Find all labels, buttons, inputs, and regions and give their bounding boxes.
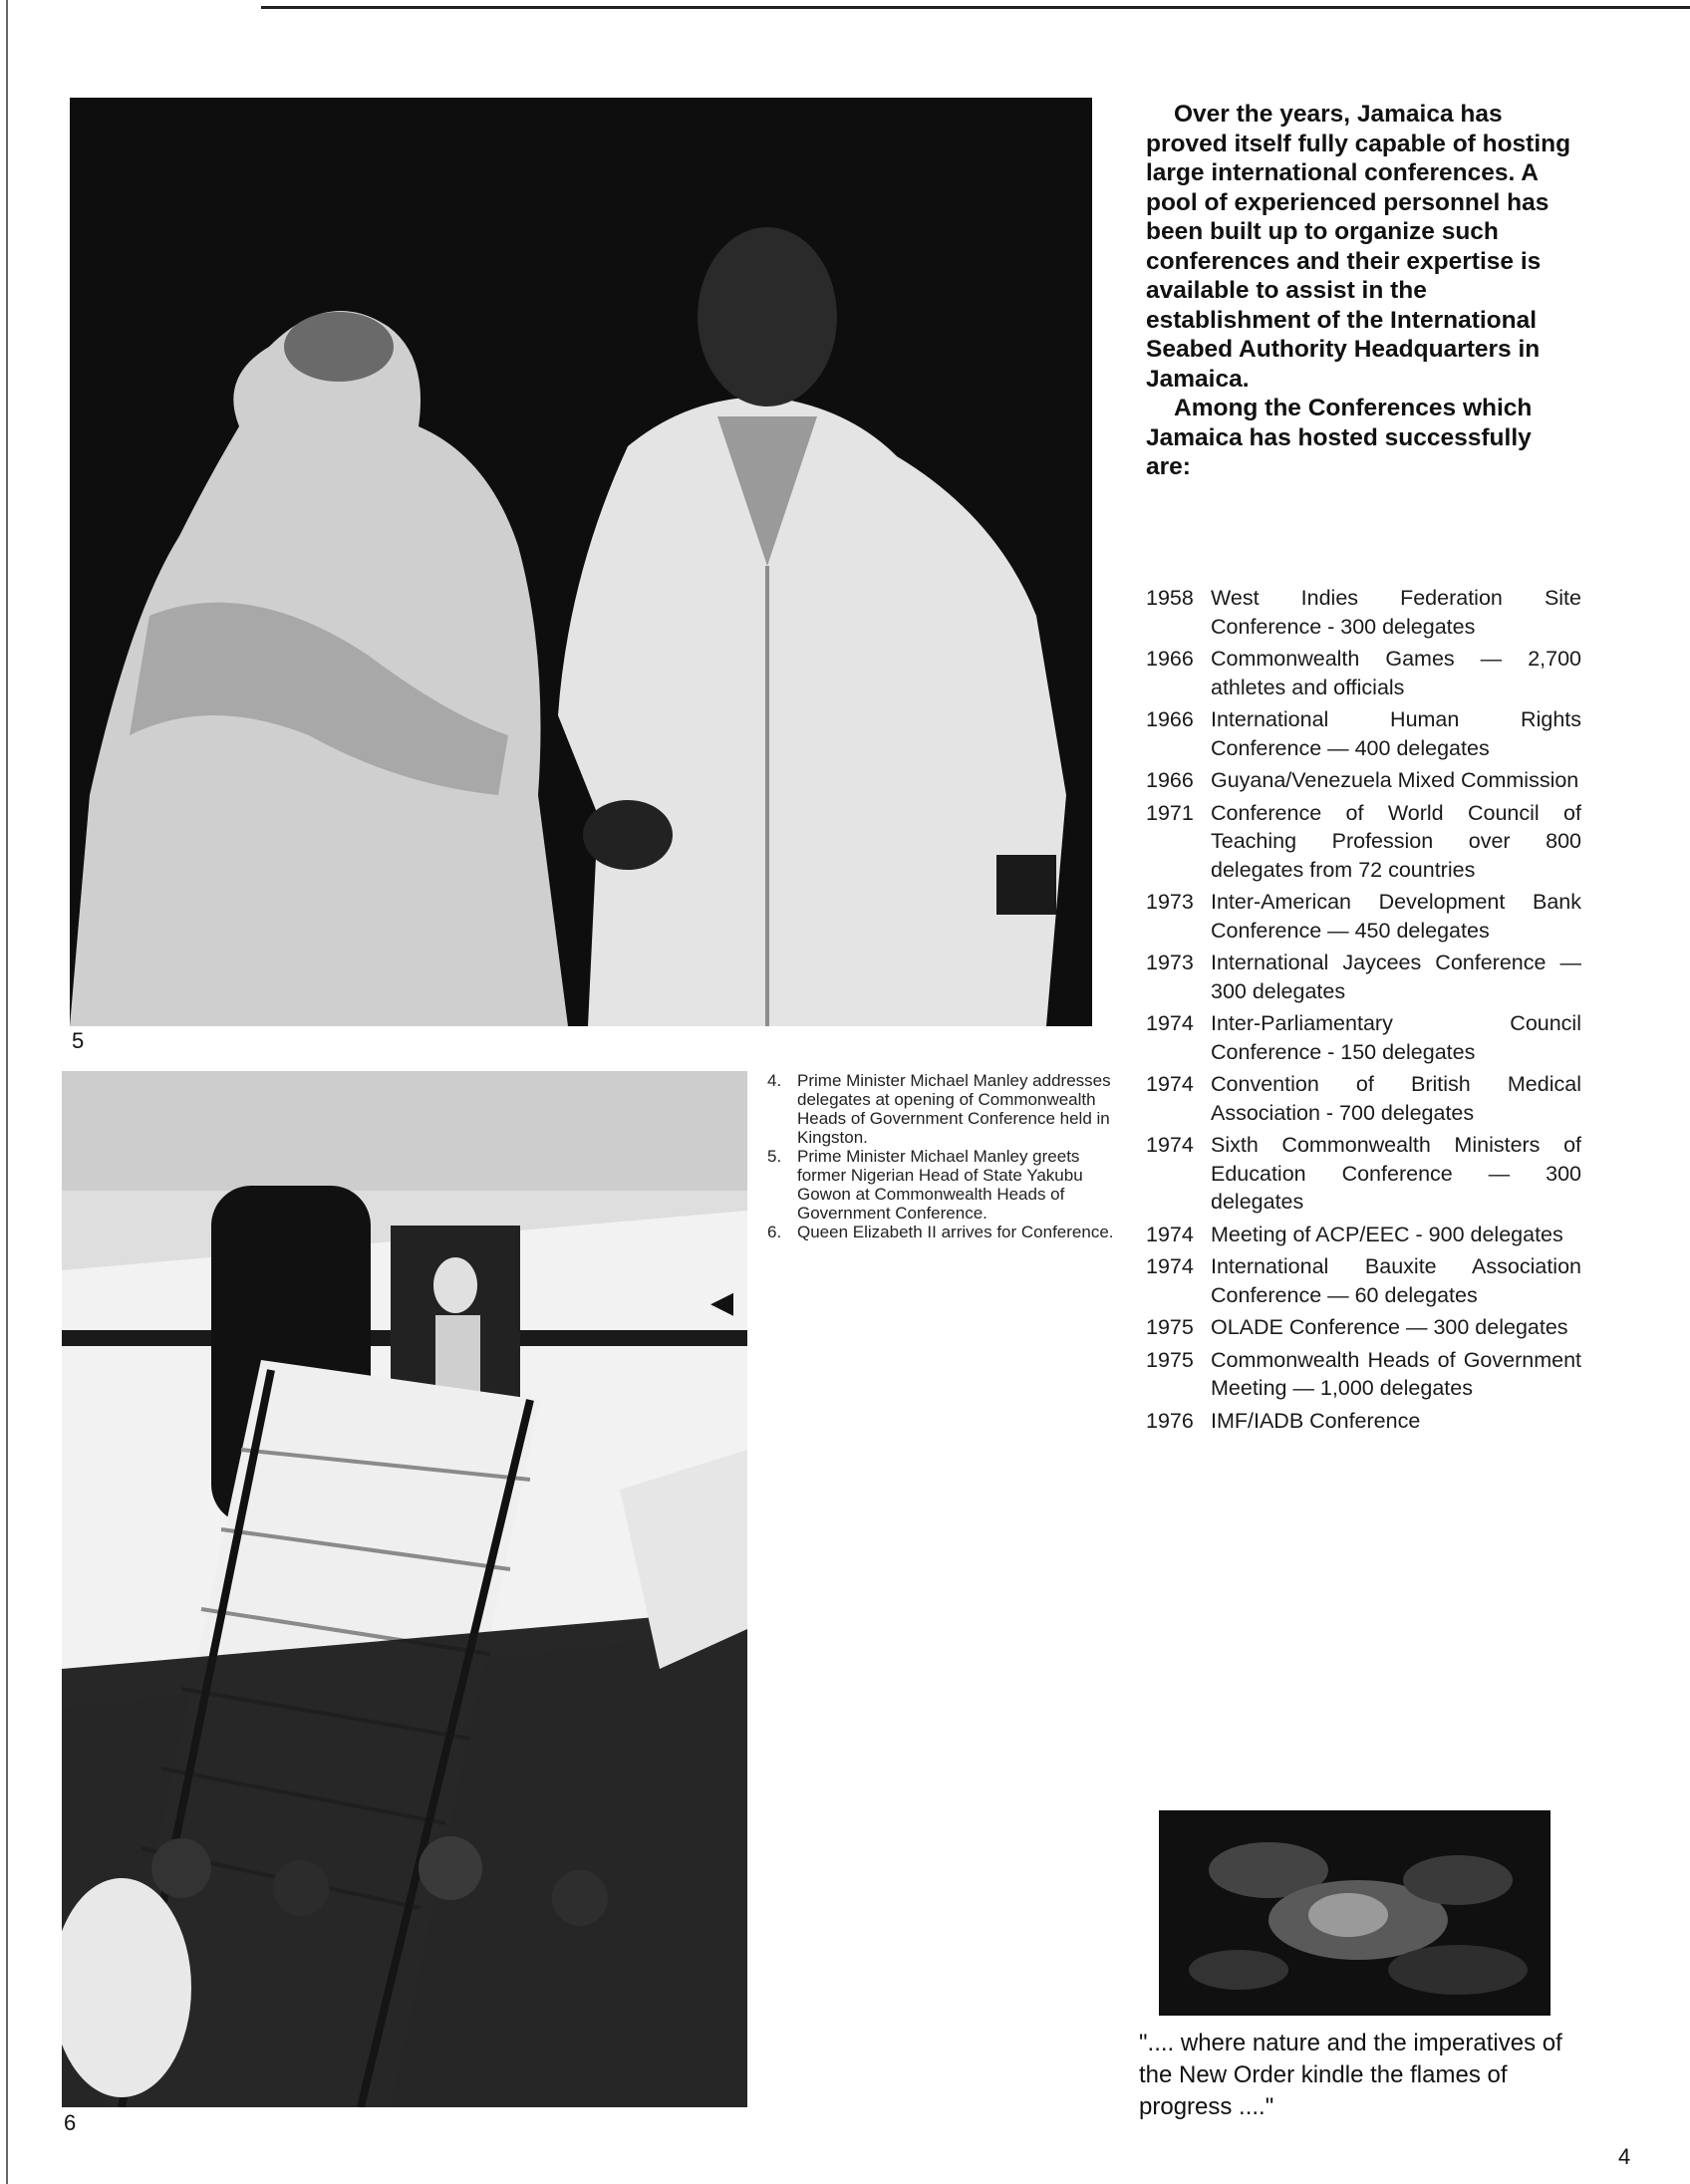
conference-description: Meeting of ACP/EEC - 900 delegates <box>1211 1222 1563 1246</box>
photo6-illustration <box>62 1071 747 2107</box>
caption-number: 5. <box>767 1147 782 1166</box>
list-item <box>1146 1070 1581 1127</box>
conference-year: 1966 <box>1146 707 1194 731</box>
intro-text <box>1146 100 1574 482</box>
caption-item <box>767 1147 1126 1223</box>
conference-description: IMF/IADB Conference <box>1211 1408 1421 1433</box>
caption-number: 4. <box>767 1071 782 1090</box>
conference-description: Conference of World Council of Teaching Profession over 800 delegates from 72 countries <box>1211 800 1581 882</box>
caption-item <box>767 1071 1126 1147</box>
list-item <box>1146 1346 1581 1403</box>
conference-description: Guyana/Venezuela Mixed Commission <box>1211 768 1579 792</box>
conference-description: International Human Rights Conference — 400 delegates <box>1211 707 1581 760</box>
conference-description: West Indies Federation Site Conference - 300 delegates <box>1211 586 1581 639</box>
conference-year: 1971 <box>1146 800 1194 825</box>
conference-description: Inter-Parliamentary Council Conference - 150 delegates <box>1211 1011 1581 1064</box>
intro-paragraph-2: Among the Conferences which Jamaica has hosted successfully are: <box>1146 395 1533 480</box>
conference-year: 1958 <box>1146 586 1194 610</box>
list-item <box>1146 645 1581 701</box>
caption-number: 6. <box>767 1223 782 1241</box>
conference-description: International Bauxite Association Conference — 60 delegates <box>1211 1254 1581 1307</box>
plate-number-6: 6 <box>64 2110 77 2135</box>
conference-year: 1973 <box>1146 951 1194 974</box>
conference-year: 1973 <box>1146 890 1194 914</box>
list-item <box>1146 1313 1581 1342</box>
page-left-edge <box>6 0 8 2184</box>
photo-manley-greets-gowon <box>70 98 1092 1026</box>
photo-captions <box>767 1071 1126 1241</box>
list-item <box>1146 888 1581 945</box>
list-item <box>1146 1252 1581 1309</box>
conference-year: 1975 <box>1146 1347 1194 1372</box>
list-item <box>1146 1407 1581 1436</box>
conference-description: Sixth Commonwealth Ministers of Education Conference — 300 delegates <box>1211 1133 1581 1214</box>
conference-description: International Jaycees Conference — 300 delegates <box>1211 951 1581 1003</box>
conference-year: 1966 <box>1146 647 1194 671</box>
arrow-mark-icon: ◀ <box>710 1286 734 1319</box>
plate-number-5: 5 <box>72 1028 85 1053</box>
conference-year: 1974 <box>1146 1011 1194 1035</box>
list-item <box>1146 584 1581 641</box>
photo-queen-arrives <box>62 1071 747 2107</box>
closing-quote: ".... where nature and the imperatives of the New Order kindle the flames of progress ...." <box>1139 2030 1562 2120</box>
list-item <box>1146 1131 1581 1217</box>
list-item <box>1146 1009 1581 1066</box>
conference-description: OLADE Conference — 300 delegates <box>1211 1315 1568 1339</box>
conference-description: Inter-American Development Bank Conference — 450 delegates <box>1211 890 1581 943</box>
conference-year: 1974 <box>1146 1222 1194 1246</box>
conference-year: 1974 <box>1146 1133 1194 1157</box>
caption-text: Queen Elizabeth II arrives for Conference. <box>797 1223 1114 1241</box>
list-item <box>1146 705 1581 762</box>
conference-description: Commonwealth Heads of Government Meeting — 1,000 delegates <box>1211 1347 1581 1400</box>
caption-text: Prime Minister Michael Manley addresses delegates at opening of Commonwealth Heads of Government Conference held in Kingston. <box>797 1071 1111 1147</box>
conference-year: 1966 <box>1146 768 1194 792</box>
list-item <box>1146 799 1581 885</box>
intro-paragraph-1: Over the years, Jamaica has proved itself fully capable of hosting large international conferences. A pool of experienced personnel has been built up to organize such conferences and their expertise is available to assist in the establishment of the International Seabed Authority Headquarters in Jamaica. <box>1146 101 1571 393</box>
list-item <box>1146 949 1581 1005</box>
photo-flames-of-progress <box>1159 1810 1550 2016</box>
conference-year: 1974 <box>1146 1072 1194 1096</box>
top-rule <box>261 6 1690 9</box>
conference-year: 1974 <box>1146 1254 1194 1278</box>
caption-item <box>767 1223 1126 1241</box>
conference-year: 1976 <box>1146 1408 1194 1433</box>
conference-list <box>1146 584 1581 1439</box>
photo5-illustration <box>70 98 1092 1026</box>
page-number: 4 <box>1618 2144 1631 2169</box>
list-item <box>1146 766 1581 795</box>
conference-year: 1975 <box>1146 1315 1194 1339</box>
caption-text: Prime Minister Michael Manley greets former Nigerian Head of State Yakubu Gowon at Commonwealth Heads of Government Conference. <box>797 1147 1083 1223</box>
conference-description: Commonwealth Games — 2,700 athletes and officials <box>1211 647 1581 699</box>
conference-description: Convention of British Medical Association - 700 delegates <box>1211 1072 1581 1125</box>
list-item <box>1146 1221 1581 1249</box>
small-photo-illustration <box>1159 1810 1550 2016</box>
